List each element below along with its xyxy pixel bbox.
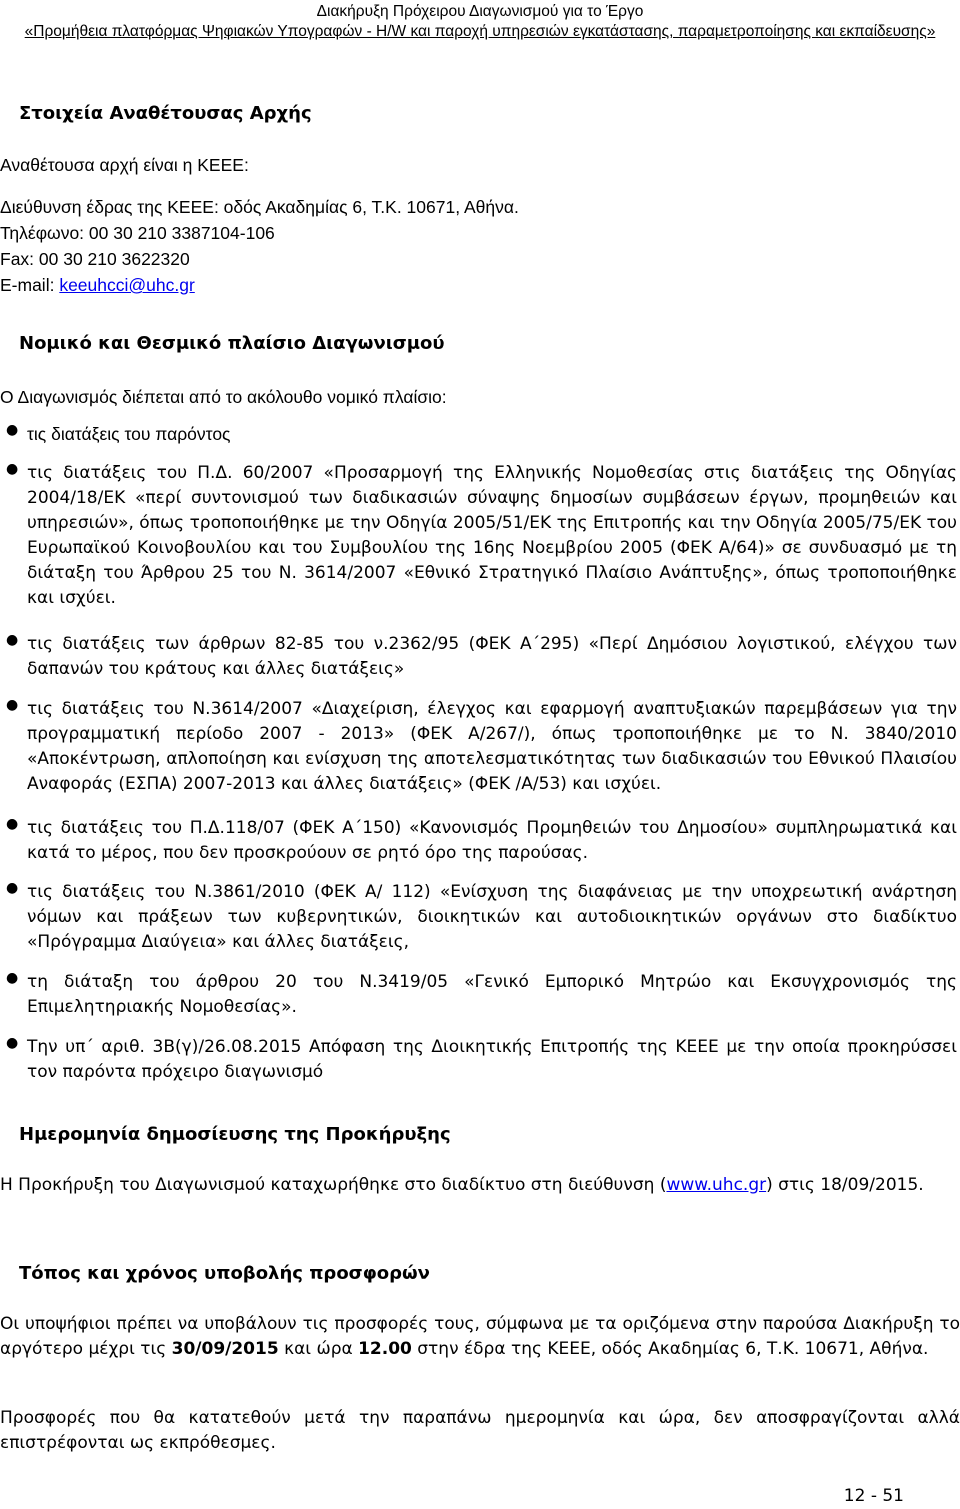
- submission-text: στην έδρα της ΚΕΕΕ, οδός Ακαδημίας 6, Τ.Κ. 10671, Αθήνα.: [411, 1339, 929, 1359]
- list-item-text: τη διάταξη του άρθρου 20 του Ν.3419/05 «Γενικό Εμπορικό Μητρώο και Εκσυγχρονισμός της Επιμελητηριακής Νομοθεσίας».: [27, 972, 957, 1017]
- website-link[interactable]: www.uhc.gr: [666, 1175, 767, 1195]
- section-title-publication: Ημερομηνία δημοσίευσης της Προκήρυξης: [19, 1124, 451, 1145]
- bullet-icon: ●: [6, 632, 19, 648]
- address-line: Διεύθυνση έδρας της ΚΕΕΕ: οδός Ακαδημίας 6, Τ.Κ. 10671, Αθήνα.: [0, 197, 519, 217]
- list-item: [0, 880, 960, 955]
- section-title-submission: Τόπος και χρόνος υποβολής προσφορών: [19, 1263, 430, 1284]
- list-item: [0, 632, 960, 682]
- deadline-time: 12.00: [358, 1339, 412, 1359]
- section-title-legal: Νομικό και Θεσμικό πλαίσιο Διαγωνισμού: [19, 333, 445, 354]
- list-item-text: Την υπ΄ αριθ. 3Β(γ)/26.08.2015 Απόφαση της Διοικητικής Επιτροπής της ΚΕΕΕ με την οποία προκηρύσσει τον παρόντα πρόχειρο διαγωνισμό: [27, 1037, 957, 1082]
- email-line: [0, 272, 960, 298]
- publication-date-text: ) στις 18/09/2015.: [766, 1175, 924, 1195]
- list-item: [0, 422, 960, 447]
- bullet-icon: ●: [6, 422, 19, 438]
- legal-intro: Ο Διαγωνισμός διέπεται από το ακόλουθο νομικό πλαίσιο:: [0, 387, 447, 407]
- section-title-authority: Στοιχεία Αναθέτουσας Αρχής: [19, 103, 312, 124]
- submission-text: Οι υποψήφιοι πρέπει να υποβάλουν τις προσφορές τους, σύμφωνα με τα οριζόμενα στην παρούσα Διακήρυξη το αργότερο μέχρι τις: [0, 1314, 960, 1359]
- list-item: [0, 816, 960, 866]
- list-item: [0, 697, 960, 797]
- page-header: [0, 0, 960, 42]
- list-item: [0, 1035, 960, 1085]
- bullet-icon: ●: [6, 970, 19, 986]
- deadline-date: 30/09/2015: [171, 1339, 279, 1359]
- list-item-text: τις διατάξεις του Π.Δ.118/07 (ΦΕΚ Α΄150) «Κανονισμός Προμηθειών του Δημοσίου» συμπληρωματικά και κατά το μέρος, που δεν προσκρούουν σε ρητό όρο της παρούσας.: [27, 818, 957, 863]
- list-item-text: τις διατάξεις του Ν.3861/2010 (ΦΕΚ Α/ 112) «Ενίσχυση της διαφάνειας με την υποχρεωτική ανάρτηση νόμων και πράξεων των κυβερνητικών, διοικητικών και αυτοδιοικητικών οργάνων στο διαδίκτυο «Πρόγραμμα Διαύγεια» και άλλες διατάξεις,: [27, 882, 957, 952]
- page-number: 12 - 51: [843, 1486, 904, 1506]
- document-title: Διακήρυξη Πρόχειρου Διαγωνισμού για το Έργο: [316, 3, 644, 20]
- submission-text: και ώρα: [278, 1339, 359, 1359]
- authority-line: Αναθέτουσα αρχή είναι η ΚΕΕΕ:: [0, 155, 249, 175]
- project-title: «Προμήθεια πλατφόρμας Ψηφιακών Υπογραφών - H/W και παροχή υπηρεσιών εγκατάστασης, παραμετροποίησης και εκπαίδευσης»: [24, 23, 936, 40]
- email-label: E-mail:: [0, 275, 60, 295]
- bullet-icon: ●: [6, 880, 19, 896]
- late-offers-paragraph: Προσφορές που θα κατατεθούν μετά την παραπάνω ημερομηνία και ώρα, δεν αποσφραγίζονται αλλά επιστρέφονται ως εκπρόθεσμες.: [0, 1408, 960, 1453]
- list-item-text: τις διατάξεις του παρόντος: [27, 424, 231, 444]
- bullet-icon: ●: [6, 461, 19, 477]
- list-item-text: τις διατάξεις του Ν.3614/2007 «Διαχείριση, έλεγχος και εφαρμογή αναπτυξιακών παρεμβάσεων για την προγραμματική περίοδο 2007 - 2013» (ΦΕΚ Α/267/), όπως τροποποιήθηκε με το Ν. 3840/2010 «Αποκέντρωση, απλοποίηση και ενίσχυση της αποτελεσματικότητας των διαδικασιών του Εθνικού Πλαισίου Αναφοράς (ΕΣΠΑ) 2007-2013 και άλλες διατάξεις» (ΦΕΚ /Α/53) και ισχύει.: [27, 699, 957, 794]
- bullet-icon: ●: [6, 816, 19, 832]
- submission-paragraph: [0, 1312, 960, 1362]
- list-item: [0, 461, 960, 611]
- bullet-icon: ●: [6, 697, 19, 713]
- publication-text: Η Προκήρυξη του Διαγωνισμού καταχωρήθηκε στο διαδίκτυο στη διεύθυνση (: [0, 1175, 667, 1195]
- email-link[interactable]: keeuhcci@uhc.gr: [59, 275, 195, 295]
- list-item-text: τις διατάξεις των άρθρων 82-85 του ν.2362/95 (ΦΕΚ Α΄295) «Περί Δημόσιου λογιστικού, ελέγχου των δαπανών του κράτους και άλλες διατάξεις»: [27, 634, 957, 679]
- list-item: [0, 970, 960, 1020]
- list-item-text: τις διατάξεις του Π.Δ. 60/2007 «Προσαρμογή της Ελληνικής Νομοθεσίας στις διατάξεις της Οδηγίας 2004/18/ΕΚ «περί συντονισμού των διαδικασιών σύναψης δημοσίων συμβάσεων έργων, προμηθειών και υπηρεσιών», όπως τροποποιήθηκε με την Οδηγία 2005/51/ΕΚ της Επιτροπής και την Οδηγία 2005/75/ΕΚ του Ευρωπαϊκού Κοινοβουλίου και του Συμβουλίου της 16ης Νοεμβρίου 2005 (ΦΕΚ Α/64)» σε συνδυασμό με τη διάταξη του Άρθρου 25 του Ν. 3614/2007 «Εθνικό Στρατηγικό Πλαίσιο Ανάπτυξης», όπως τροποποιήθηκε και ισχύει.: [27, 463, 957, 608]
- phone-line: Τηλέφωνο: 00 30 210 3387104-106: [0, 223, 275, 243]
- publication-paragraph: [0, 1173, 960, 1198]
- fax-line: Fax: 00 30 210 3622320: [0, 249, 190, 269]
- bullet-icon: ●: [6, 1035, 19, 1051]
